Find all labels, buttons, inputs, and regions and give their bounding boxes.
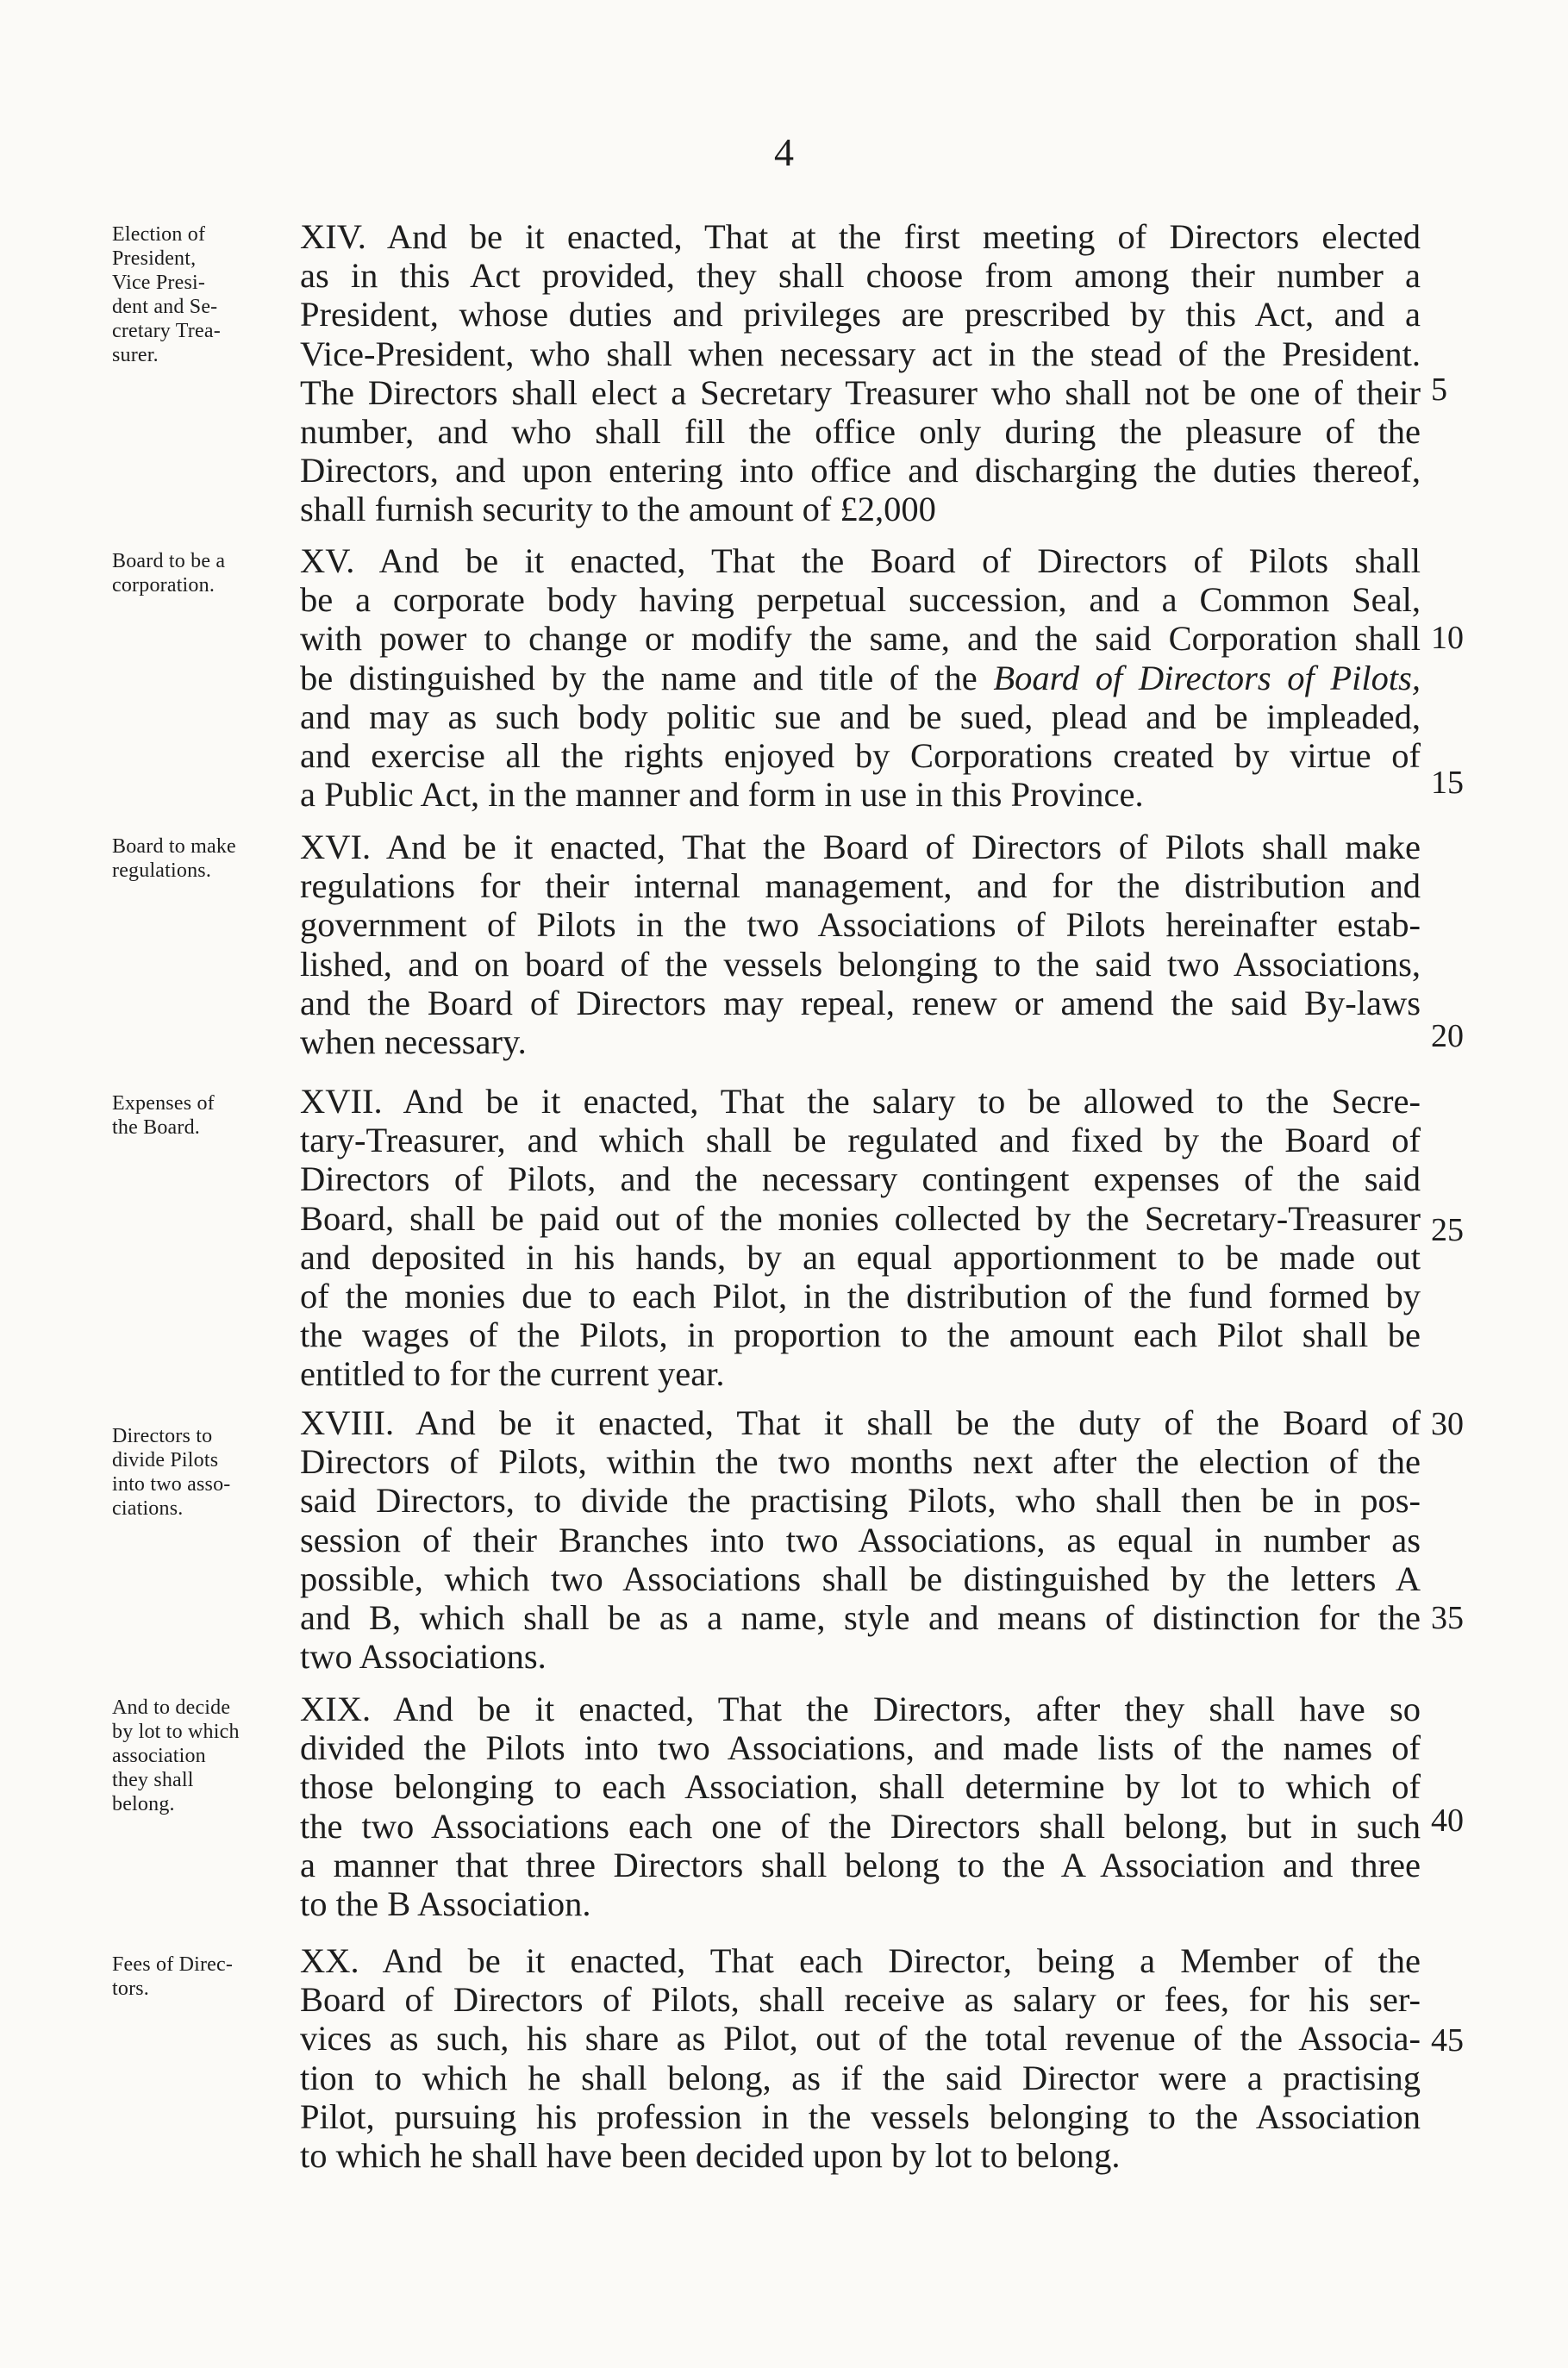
text-line: Vice-President, who shall when necessary act in the stead of the President.: [300, 334, 1421, 373]
text-line: XX. And be it enacted, That each Director, being a Member of the: [300, 1941, 1421, 1980]
text-line: be a corporate body having perpetual succession, and a Common Seal,: [300, 580, 1421, 620]
text-line: XV. And be it enacted, That the Board of Directors of Pilots shall: [300, 541, 1421, 580]
text-line: to which he shall have been decided upon by lot to belong.: [300, 2135, 1121, 2175]
board-title: Board of Directors of Pilots,: [993, 658, 1421, 697]
text-line: and B, which shall be as a name, style and means of distinction for the: [300, 1597, 1421, 1637]
line-number: 10: [1431, 620, 1464, 656]
margin-note-expenses: Expenses of the Board.: [112, 1092, 215, 1139]
line-number: 45: [1431, 2022, 1464, 2059]
text-line: Directors of Pilots, and the necessary contingent expenses of the said: [300, 1159, 1421, 1199]
line-number: 5: [1431, 372, 1447, 408]
line-number: 30: [1431, 1406, 1464, 1442]
line-number: 25: [1431, 1212, 1464, 1248]
text-line: entitled to for the current year.: [300, 1354, 725, 1394]
text-line: to the B Association.: [300, 1884, 591, 1923]
text-line: XVII. And be it enacted, That the salary to be allowed to the Secre-: [300, 1082, 1421, 1121]
text-line: session of their Branches into two Associations, as equal in number as: [300, 1520, 1421, 1559]
text-line: be distinguished by the name and title of the Board of Directors of Pilots,: [300, 658, 1421, 697]
text-line: tary-Treasurer, and which shall be regulated and fixed by the Board of: [300, 1121, 1421, 1160]
text-line: the wages of the Pilots, in proportion to the amount each Pilot shall be: [300, 1315, 1421, 1355]
text-line: XIV. And be it enacted, That at the first meeting of Directors elected: [300, 217, 1421, 256]
text-line: two Associations.: [300, 1637, 547, 1677]
line-number: 40: [1431, 1803, 1464, 1839]
text-line: a manner that three Directors shall belong to the A Association and three: [300, 1845, 1421, 1884]
line-number: 35: [1431, 1600, 1464, 1636]
section-xix: [300, 1690, 1421, 1923]
text-line: and exercise all the rights enjoyed by Corporations created by virtue of: [300, 735, 1421, 775]
section-xv: [300, 541, 1421, 814]
text-line: Directors, and upon entering into office and discharging the duties thereof,: [300, 451, 1421, 490]
text-line: Directors of Pilots, within the two months next after the election of the: [300, 1442, 1421, 1482]
margin-note-divide: Directors to divide Pilots into two asso- ciations.: [112, 1425, 231, 1520]
section-xiv: [300, 217, 1421, 529]
text-line: regulations for their internal management, and for the distribution and: [300, 866, 1421, 906]
text-line: XIX. And be it enacted, That the Directors, after they shall have so: [300, 1690, 1421, 1728]
margin-note-fees: Fees of Direc- tors.: [112, 1953, 234, 2000]
margin-note-lot: And to decide by lot to which association they shall belong.: [112, 1696, 240, 1815]
text-line: those belonging to each Association, shall determine by lot to which of: [300, 1767, 1421, 1807]
text-line: possible, which two Associations shall be distinguished by the letters A: [300, 1559, 1421, 1598]
text-line: the two Associations each one of the Directors shall belong, but in such: [300, 1806, 1421, 1846]
section-xvi: [300, 828, 1421, 1061]
text-line: tion to which he shall belong, as if the said Director were a practising: [300, 2058, 1421, 2097]
text-line: President, whose duties and privileges are prescribed by this Act, and a: [300, 295, 1421, 334]
line-number: 15: [1431, 765, 1464, 801]
text-line: when necessary.: [300, 1022, 527, 1061]
text-line: Pilot, pursuing his profession in the vessels belonging to the Association: [300, 2096, 1421, 2136]
text-line: and may as such body politic sue and be sued, plead and be impleaded,: [300, 697, 1421, 736]
text-line: number, and who shall fill the office only during the pleasure of the: [300, 411, 1421, 451]
text-line: and deposited in his hands, by an equal apportionment to be made out: [300, 1237, 1421, 1277]
text-line: said Directors, to divide the practising Pilots, who shall then be in pos-: [300, 1481, 1421, 1521]
section-xx: [300, 1941, 1421, 2175]
text-line: government of Pilots in the two Associations of Pilots hereinafter estab-: [300, 905, 1421, 945]
text-line: XVIII. And be it enacted, That it shall be the duty of the Board of: [300, 1403, 1421, 1442]
margin-note-corporation: Board to be a corporation.: [112, 550, 226, 597]
text-line: Board, shall be paid out of the monies collected by the Secretary-Treasurer: [300, 1198, 1421, 1238]
text-line: divided the Pilots into two Associations, and made lists of the names of: [300, 1728, 1421, 1768]
text-line: The Directors shall elect a Secretary Treasurer who shall not be one of their: [300, 372, 1421, 412]
section-xviii: [300, 1403, 1421, 1676]
text-line: lished, and on board of the vessels belonging to the said two Associations,: [300, 944, 1421, 984]
line-number: 20: [1431, 1018, 1464, 1054]
text-line: as in this Act provided, they shall choose from among their number a: [300, 256, 1421, 296]
section-xvii: [300, 1082, 1421, 1394]
margin-note-regulations: Board to make regulations.: [112, 835, 236, 882]
text-line: shall furnish security to the amount of £2,000: [300, 490, 936, 529]
text-line: and the Board of Directors may repeal, renew or amend the said By-laws: [300, 983, 1421, 1022]
text-line: with power to change or modify the same, and the said Corporation shall: [300, 619, 1421, 659]
text-line: a Public Act, in the manner and form in use in this Province.: [300, 775, 1144, 815]
margin-note-election: Election of President, Vice Presi- dent and Se- cretary Trea- surer.: [112, 223, 221, 366]
text-line: Board of Directors of Pilots, shall receive as salary or fees, for his ser-: [300, 1980, 1421, 2020]
text-line: XVI. And be it enacted, That the Board of Directors of Pilots shall make: [300, 828, 1421, 866]
text-line: vices as such, his share as Pilot, out of the total revenue of the Associa-: [300, 2019, 1421, 2059]
text-line: of the monies due to each Pilot, in the distribution of the fund formed by: [300, 1276, 1421, 1315]
page-number: 4: [774, 130, 794, 174]
